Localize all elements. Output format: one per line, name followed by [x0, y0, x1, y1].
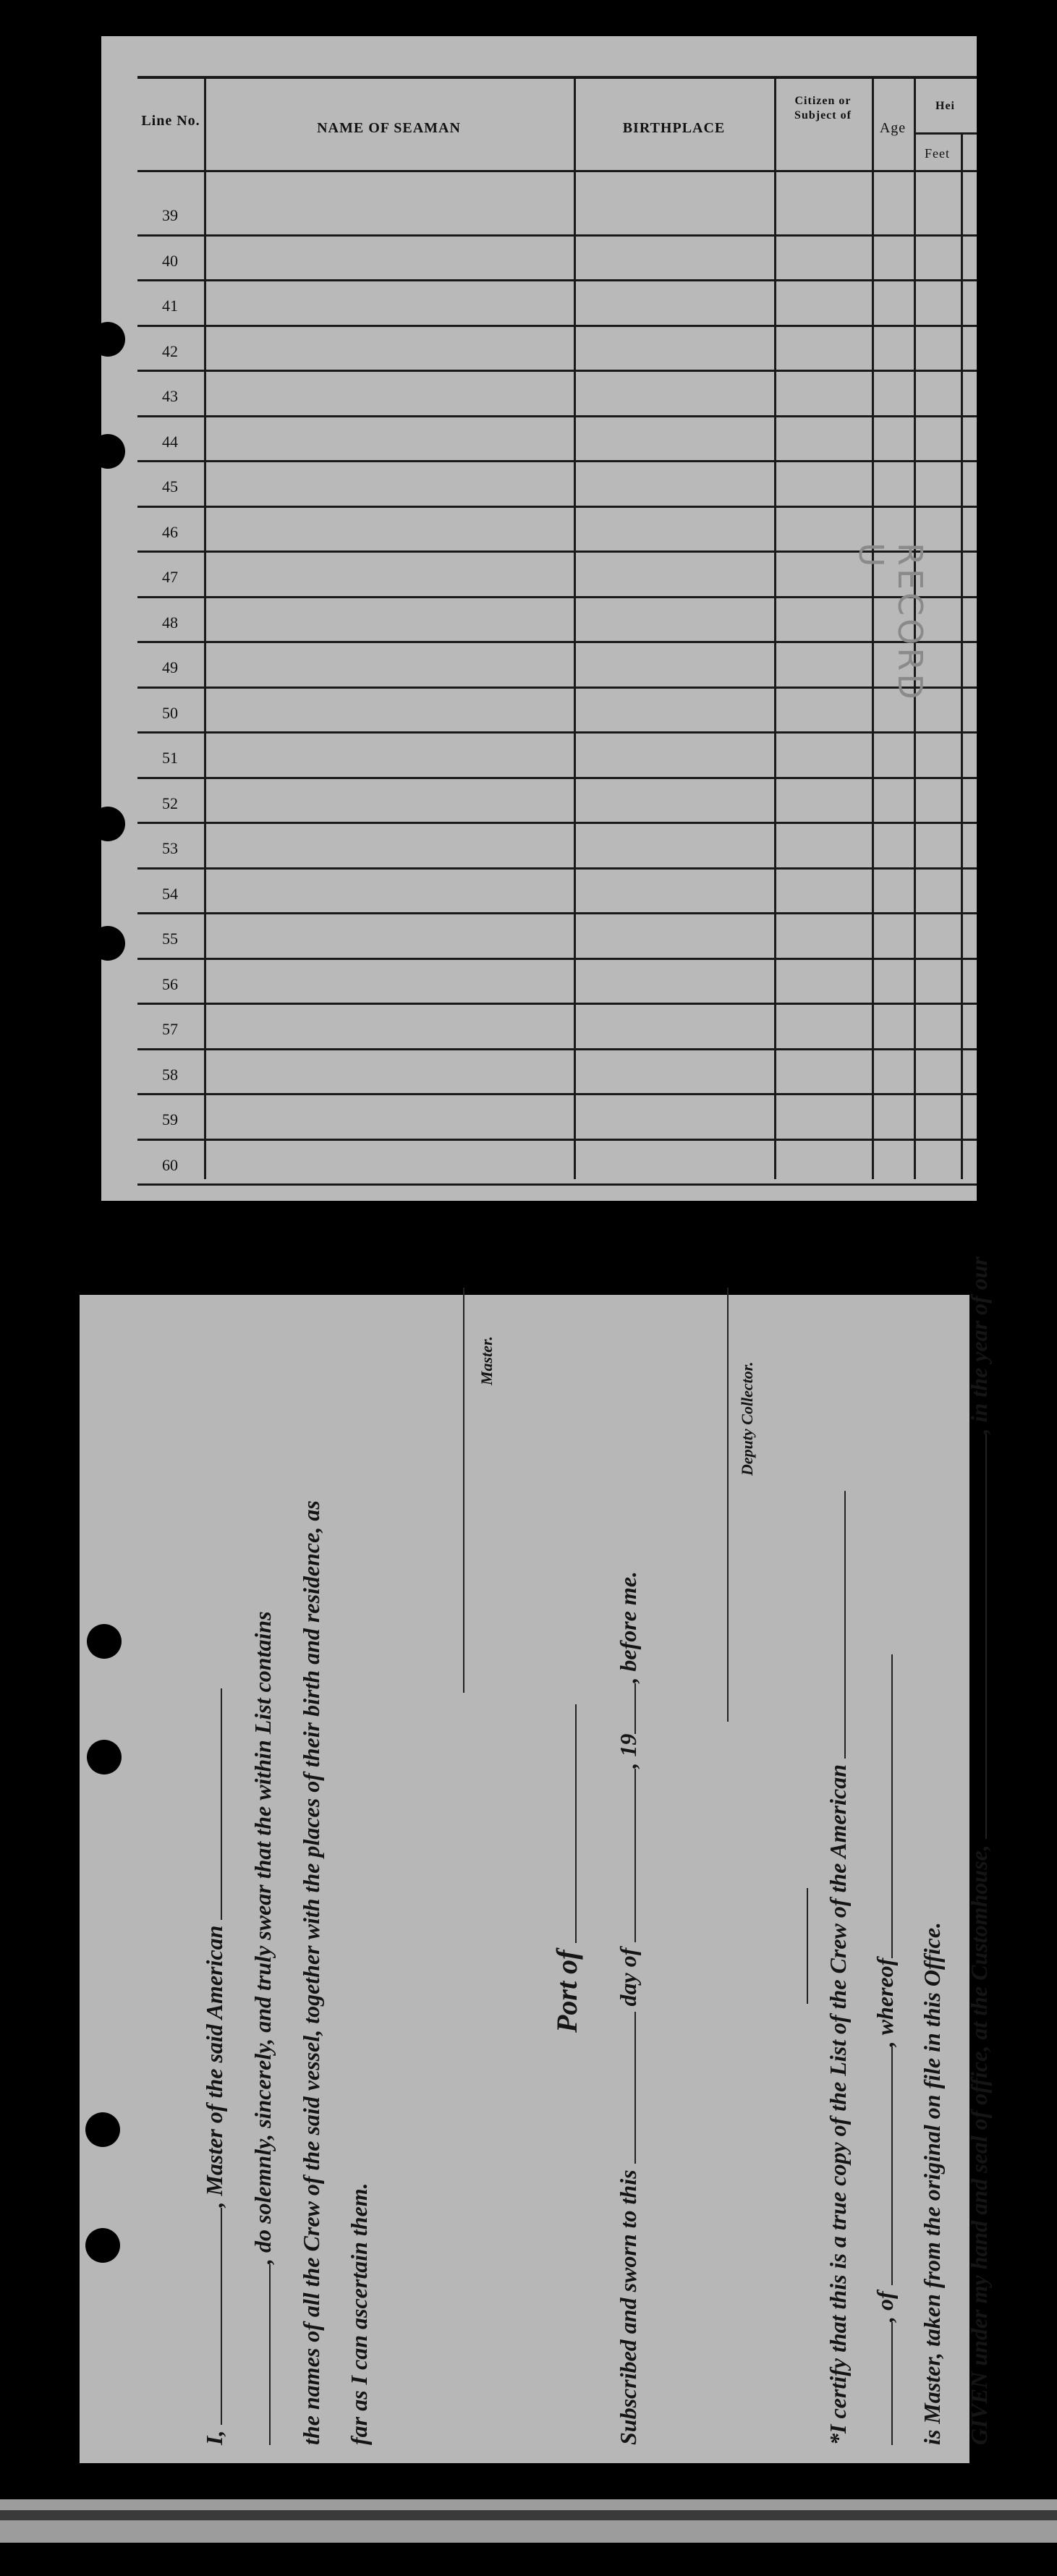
table-row-number: 53 — [162, 839, 178, 857]
header-citizen-or-subject-of: Citizen or Subject of — [794, 95, 852, 122]
table-row-number: 50 — [162, 703, 178, 722]
column-divider — [204, 76, 206, 1179]
header-birthplace: BIRTHPLACE — [622, 120, 726, 136]
table-row-number: 59 — [162, 1110, 178, 1128]
table-row-rule — [137, 731, 977, 734]
table-row-rule — [137, 1139, 977, 1141]
certify-text: *I certify that this is a true copy of the List of the Crew of the American — [825, 1758, 851, 2445]
header-age: Age — [879, 120, 907, 136]
table-row-rule — [137, 1048, 977, 1050]
page-edge-shadow — [0, 2510, 1057, 2520]
year-of-our-text: , in the year of our — [966, 1256, 992, 1434]
deputy-collector-label: Deputy Collector. — [738, 1361, 756, 1476]
punch-hole — [90, 807, 125, 841]
oath-section-continued — [145, 1256, 992, 2445]
table-row-rule — [137, 867, 977, 870]
punch-hole — [87, 1740, 122, 1774]
oath-line-4: far as I can ascertain them. — [346, 2182, 372, 2445]
header-line-no: Line No. — [141, 113, 200, 129]
table-row-rule — [137, 777, 977, 779]
oath-i: I, — [201, 2424, 227, 2445]
punch-hole — [90, 434, 125, 469]
header-feet: Feet — [925, 146, 950, 161]
table-row-number: 45 — [162, 477, 178, 496]
table-top-rule — [137, 76, 977, 79]
whereof-text: , whereof — [872, 1957, 898, 2047]
punch-hole — [85, 2228, 120, 2263]
table-row-rule — [137, 641, 977, 643]
table-row-number: 46 — [162, 522, 178, 541]
of-text: , of — [872, 2285, 898, 2322]
table-row-rule — [137, 279, 977, 281]
column-divider — [574, 76, 576, 1179]
year-prefix-text: , 19 — [615, 1733, 641, 1769]
table-row-rule — [137, 460, 977, 462]
height-subheader-rule — [914, 132, 977, 135]
is-master-line: is Master, taken from the original on file in this Office. — [919, 1921, 945, 2445]
record-stamp: RECORD U — [852, 543, 930, 702]
table-row-rule — [137, 415, 977, 417]
table-row-number: 57 — [162, 1020, 178, 1038]
table-row-number: 58 — [162, 1065, 178, 1084]
before-me-text: , before me. — [615, 1570, 641, 1683]
oath-solemnly-swear: , do solemnly, sincerely, and truly swear that the within List contains — [250, 1611, 276, 2264]
header-name-of-seaman: NAME OF SEAMAN — [317, 120, 461, 136]
table-row-number: 42 — [162, 341, 178, 360]
table-row-rule — [137, 596, 977, 598]
table-row-number: 55 — [162, 930, 178, 948]
table-row-number: 43 — [162, 387, 178, 405]
customhouse-field[interactable] — [968, 1434, 987, 1839]
table-row-rule — [137, 912, 977, 914]
table-row-rule — [137, 370, 977, 372]
table-row-number: 49 — [162, 658, 178, 676]
table-row-rule — [137, 1093, 977, 1095]
table-row-number: 44 — [162, 432, 178, 451]
table-row-rule — [137, 822, 977, 824]
given-text: GIVEN under my hand and seal of office, at the Customhouse, — [966, 1839, 992, 2445]
table-row-number: 51 — [162, 749, 178, 767]
subscribed-text: Subscribed and sworn to this — [615, 2164, 641, 2445]
table-row-number: 39 — [162, 206, 178, 224]
table-row-rule — [137, 551, 977, 553]
column-divider — [961, 134, 963, 1179]
table-row-rule — [137, 1003, 977, 1005]
table-row-number: 48 — [162, 613, 178, 632]
table-row-rule — [137, 325, 977, 327]
page-edge-strip — [0, 2499, 1057, 2543]
table-row-number: 56 — [162, 974, 178, 993]
oath-line-3: the names of all the Crew of the said vessel, together with the places of their birth and residence, as — [298, 1500, 324, 2445]
given-line — [966, 1257, 993, 2445]
table-row-rule — [137, 686, 977, 689]
crew-table — [137, 76, 977, 1179]
table-row-rule — [137, 958, 977, 960]
table-row-number: 54 — [162, 884, 178, 903]
table-row-rule — [137, 1183, 977, 1186]
master-label: Master. — [477, 1336, 496, 1385]
punch-hole — [87, 1624, 122, 1659]
header-bottom-rule — [137, 170, 977, 172]
port-of-text: Port of — [551, 1942, 583, 2033]
day-of-text: day of — [615, 1942, 641, 2012]
table-row-number: 41 — [162, 297, 178, 315]
header-height: Hei — [935, 100, 955, 112]
oath-master-of-american: , Master of the said American — [201, 1919, 227, 2208]
column-divider — [774, 76, 776, 1179]
table-row-number: 40 — [162, 251, 178, 270]
table-row-number: 60 — [162, 1155, 178, 1174]
table-row-rule — [137, 506, 977, 508]
punch-hole — [90, 322, 125, 357]
punch-hole — [90, 926, 125, 961]
punch-hole — [85, 2112, 120, 2147]
table-row-number: 47 — [162, 568, 178, 586]
table-row-rule — [137, 234, 977, 237]
table-row-number: 52 — [162, 794, 178, 812]
